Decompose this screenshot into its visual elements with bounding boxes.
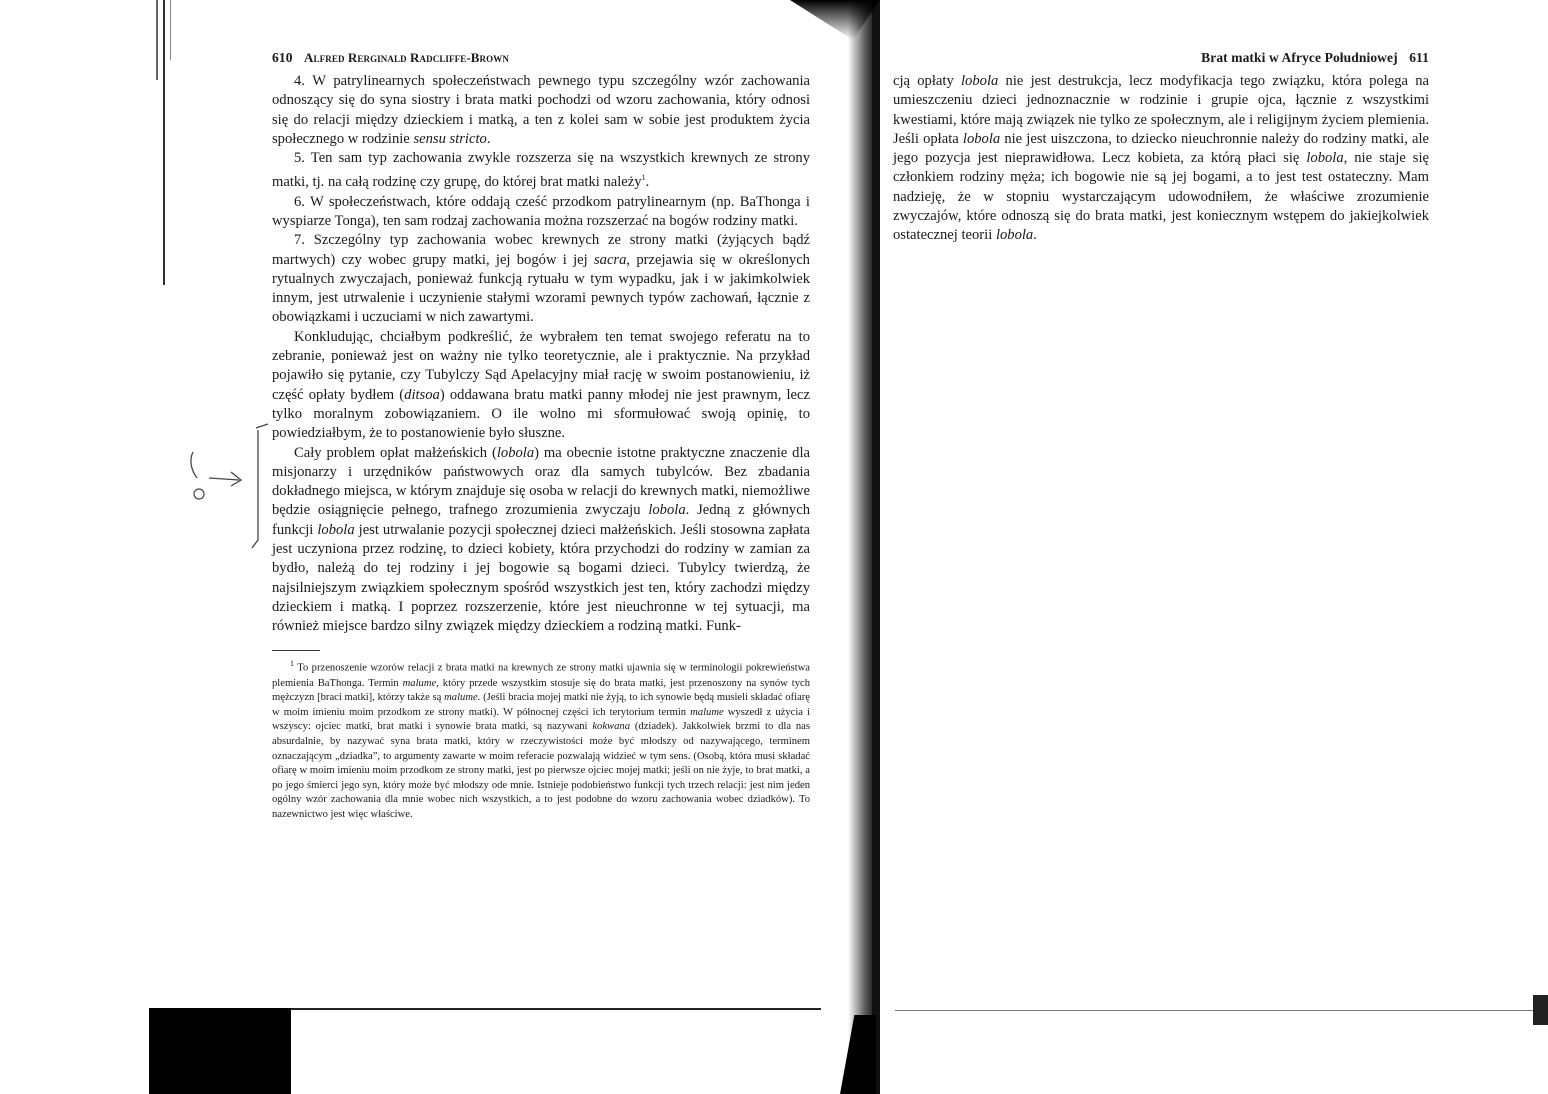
running-header-left — [272, 50, 810, 72]
running-header-right — [893, 50, 1429, 72]
scan-right-edge-mark — [1533, 995, 1548, 1025]
scan-black-block — [149, 1008, 291, 1094]
footnote-marker: 1 — [641, 173, 646, 183]
paragraph: 7. Szczególny typ zachowania wobec krewnych ze strony matki (żyjących bądź martwych) czy wobec grupy matki, jej bogów i jej sacra, przejawia się w określonych rytualnych zwyczajach, ponieważ funkcją rytuału w tym wypadku, jak i w jakimkolwiek innym, jest utrwalenie i uczynienie stałymi wzorami pewnych typów zachowań, łącznie z obowiązkami i uczuciami w nich zawartymi. — [272, 232, 810, 326]
scan-bottom-edge-left — [291, 1008, 821, 1010]
paragraph: 5. Ten sam typ zachowania zwykle rozszerza się na wszystkich krewnych ze strony matki, tj. na całą rodzinę czy grupę, do której brat matki należy$^1$. — [272, 150, 810, 191]
running-header-title: Brat matki w Afryce Południowej — [1201, 50, 1398, 65]
paragraph: cją opłaty lobola nie jest destrukcja, lecz modyfikacja tego związku, która polega na umieszczeniu dzieci jednoznacznie w rodzinie i grupie ojca, łącznie z wszystkimi kwestiami, które mają związek nie tylko ze społecznym, ale i religijnym życiem plemienia. Jeśli opłata lobola nie jest uiszczona, to dziecko nieuchronnie należy do rodziny matki, ale jego pozycja jest nieprawidłowa. Lecz kobieta, za którą płaci się lobola, nie staje się członkiem rodziny męża; ich bogowie nie są jej bogami, a to jest test ostateczny. Mam nadzieję, że w stopniu wystarczającym udowodniłem, że właściwe zrozumienie zwyczajów, które odnoszą się do brata matki, jest koniecznym wstępem do jakiejkolwiek ostatecznej teorii lobola. — [893, 73, 1429, 244]
paragraph: Konkludując, chciałbym podkreślić, że wybrałem ten temat swojego referatu na to zebranie, ponieważ jest on ważny nie tylko teoretycznie, ale i praktycznie. Na przykład pojawiło się pytanie, czy Tubylczy Sąd Apelacyjny miał rację w swoim postanowieniu, iż część opłaty bydłem (ditsoa) oddawana bratu matki panny młodej nie jest prawnym, lecz tylko moralnym zobowiązaniem. O ile wolno mi sformułować swoją opinię, to powiedziałbym, że to postanowienie było słuszne. — [272, 328, 810, 442]
handwritten-arrow-annotation — [183, 448, 253, 508]
body-text — [893, 72, 1429, 246]
left-page — [272, 50, 810, 823]
paragraph: 4. W patrylinearnych społeczeństwach pewnego typu szczególny wzór zachowania odnoszący się do syna siostry i brata matki pochodzi od wzoru zachowania, który odnosi się do relacji między dzieckiem i matką, a ten z kolei sam w sobie jest produktem życia społecznego w rodzinie sensu stricto. — [272, 73, 810, 147]
body-text — [272, 72, 810, 636]
scan-bottom-edge-right — [895, 1010, 1548, 1011]
running-header-author: Alfred Rerginald Radcliffe-Brown — [304, 50, 509, 65]
page-number: 611 — [1409, 50, 1429, 65]
book-gutter-shadow — [820, 0, 895, 1094]
paragraph: 6. W społeczeństwach, które oddają cześć przodkom patrylinearnym (np. BaThonga i wyspiarze Tonga), ten sam rodzaj zachowania można rozszerzać na bogów rodziny matki. — [272, 193, 810, 229]
paragraph: Cały problem opłat małżeńskich (lobola) ma obecnie istotne praktyczne znaczenie dla misjonarzy i urzędników państwowych oraz dla samych tubylców. Bez zbadania dokładnego miejsca, w którym znajduje się osoba w relacji do krewnych matki, niemożliwe będzie osiągnięcie pełnego, trafnego zrozumienia zwyczaju lobola. Jedną z głównych funkcji lobola jest utrwalanie pozycji społecznej dzieci małżeńskich. Jeśli stosowna zapłata jest uczyniona przez rodzinę, to dzieci kobiety, która przychodzi do rodziny w zamian za bydło, należą do tej rodziny i jej bogowie są bogami dzieci. Tubylcy twierdzą, że najsilniejszym związkiem społecznym spośród wszystkich jest ten, który zachodzi między dzieckiem i matką. I poprzez rozszerzenie, które jest nieuchronne w tej sytuacji, ma również miejsce bardzo silny związek między dzieckiem a rodziną matki. Funk- — [272, 444, 810, 635]
footnote-separator — [272, 650, 320, 651]
page-number: 610 — [272, 50, 293, 65]
footnote: $^1$ To przenoszenie wzorów relacji z brata matki na krewnych ze strony matki ujawnia się w terminologii pokrewieństwa plemienia BaThonga. Termin malume, który przede wszystkim stosuje się do brata matki, jest przenoszony na synów tych mężczyzn [braci matki], którzy także są malume. (Jeśli bracia mojej matki nie żyją, to ich synowie będą musieli składać ofiarę w moim imieniu moim przodkom ze strony matki). W północnej części ich terytorium termin malume wyszedł z użycia i wszyscy: ojciec matki, brat matki i synowie brata matki, są nazywani kokwana (dziadek). Jakkolwiek brzmi to dla nas absurdalnie, by nazywać syna brata matki, który w rzeczywistości może być młodszy od nazywającego, terminem oznaczającym „dziadka”, to argumenty zawarte w moim referacie pozwalają widzieć w tym sens. (Osobą, która musi składać ofiarę w moim imieniu moim przodkom ze strony matki, jest po pierwsze ojciec mojej matki; jeśli on nie żyje, to brat matki, a po jego śmierci jego syn, który może być młodszy ode mnie. Istnieje podobieństwo funkcji tych trzech relacji: jest nim jeden ogólny wzór zachowania dla mnie wobec nich wszystkich, a to jest podobne do wzoru zachowania wobec dziadków). To nazewnictwo jest więc właściwe. — [272, 659, 810, 820]
right-page — [893, 50, 1429, 246]
